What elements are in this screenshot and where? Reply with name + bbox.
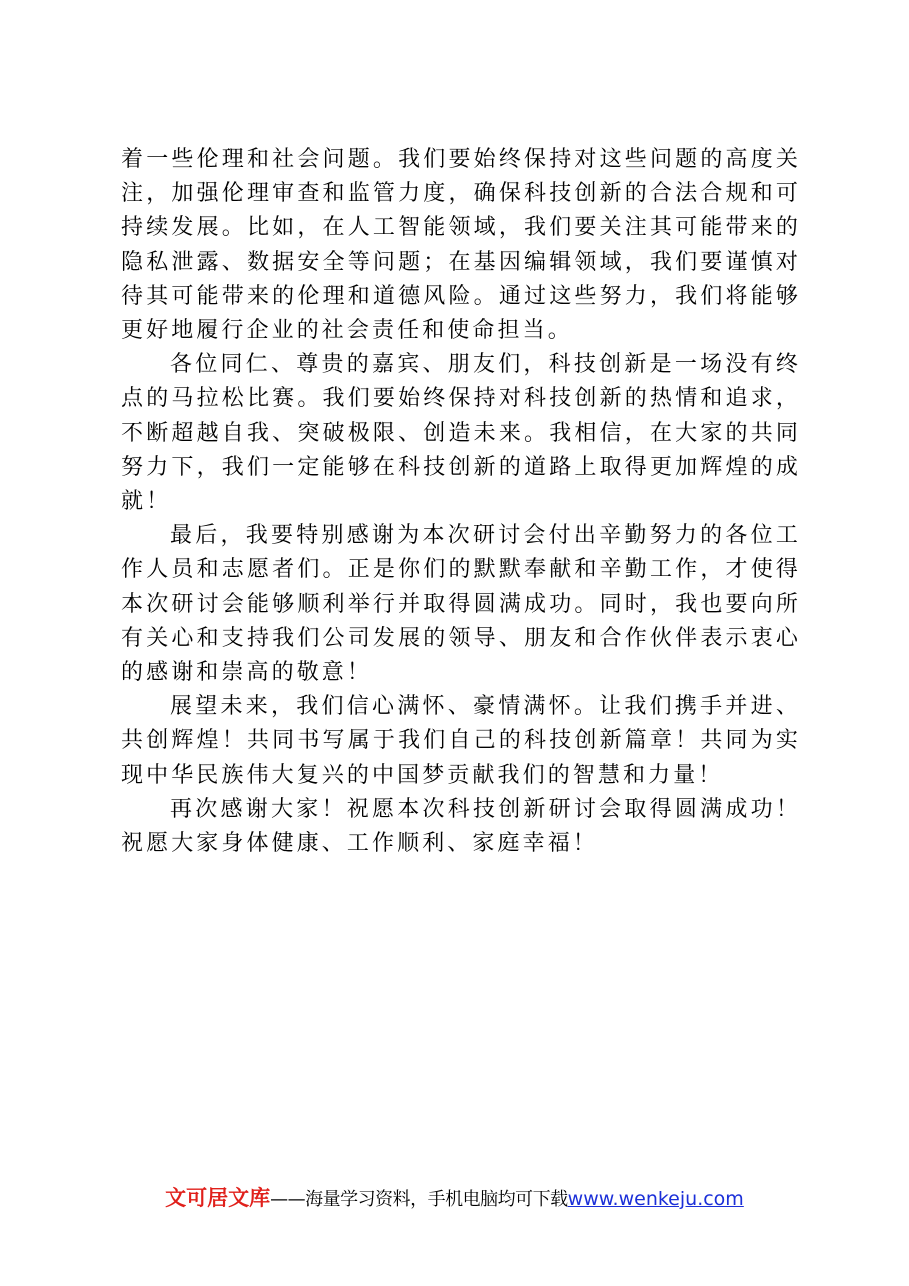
paragraph-4: 展望未来，我们信心满怀、豪情满怀。让我们携手并进、共创辉煌！共同书写属于我们自己的科技创新篇章！共同为实现中华民族伟大复兴的中国梦贡献我们的智慧和力量！: [121, 694, 801, 788]
document-body: [121, 143, 801, 861]
paragraph-5: 再次感谢大家！祝愿本次科技创新研讨会取得圆满成功！祝愿大家身体健康、工作顺利、家庭幸福！: [121, 796, 801, 857]
paragraph-1: 着一些伦理和社会问题。我们要始终保持对这些问题的高度关注，加强伦理审查和监管力度，确保科技创新的合法合规和可持续发展。比如，在人工智能领域，我们要关注其可能带来的隐私泄露、数据安全等问题；在基因编辑领域，我们要谨慎对待其可能带来的伦理和道德风险。通过这些努力，我们将能够更好地履行企业的社会责任和使命担当。: [121, 147, 801, 344]
paragraph-2: 各位同仁、尊贵的嘉宾、朋友们，科技创新是一场没有终点的马拉松比赛。我们要始终保持对科技创新的热情和追求，不断超越自我、突破极限、创造未来。我相信，在大家的共同努力下，我们一定能够在科技创新的道路上取得更加辉煌的成就！: [121, 352, 801, 515]
footer-banner: [0, 1182, 909, 1212]
footer-link[interactable]: www.wenkeju.com: [567, 1188, 744, 1210]
footer-brand: 文可居文库: [165, 1186, 271, 1210]
footer-tagline: ——海量学习资料，手机电脑均可下载: [270, 1189, 568, 1210]
paragraph-3: 最后，我要特别感谢为本次研讨会付出辛勤努力的各位工作人员和志愿者们。正是你们的默默奉献和辛勤工作，才使得本次研讨会能够顺利举行并取得圆满成功。同时，我也要向所有关心和支持我们公司发展的领导、朋友和合作伙伴表示衷心的感谢和崇高的敬意！: [121, 523, 801, 686]
